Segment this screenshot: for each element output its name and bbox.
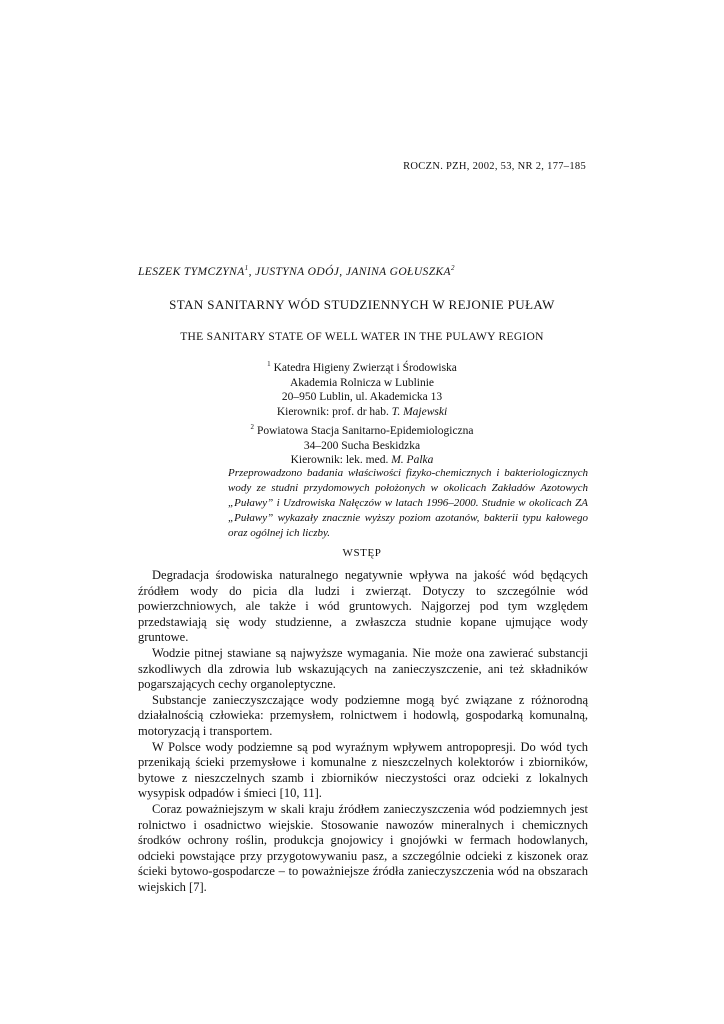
affiliation-1-address: 20–950 Lublin, ul. Akademicka 13	[281, 391, 443, 404]
affiliation-1-head-prefix: Kierownik: prof. dr hab.	[276, 406, 392, 419]
title-english: THE SANITARY STATE OF WELL WATER IN THE PULAWY REGION	[180, 331, 544, 343]
paragraph: W Polsce wody podziemne są pod wyraźnym wpływem antropopresji. Do wód tych przenikają ścieki przemysłowe i komunalne z nieszczelnych kolektorów i zbiorników, bytowe z nieszczelnych szamb i zbiorników nieczystości oraz odcieki z lokalnych wysypisk odpadów i śmieci [10, 11].	[138, 739, 588, 801]
affiliation-1-line-1	[0, 357, 724, 376]
affiliation-2-head-name: M. Palka	[391, 454, 434, 467]
affiliation-2-head-prefix: Kierownik: lek. med.	[290, 454, 392, 467]
affiliation-1-department: Katedra Higieny Zwierząt i Środowiska	[273, 361, 457, 374]
paragraph: Coraz poważniejszym w skali kraju źródłem zanieczyszczenia wód podziemnych jest rolnictwo i osadnictwo wiejskie. Stosowanie nawozów mineralnych i chemicznych środków ochrony roślin, produkcja gnojowicy i gnojówki w fermach hodowlanych, odcieki powstające przy przygotowywaniu pasz, a szczególnie odcieki z kiszonek oraz ścieki bytowo-gospodarcze – to poważniejsze źródła zanieczyszczenia wód na obszarach wiejskich [7].	[138, 801, 588, 894]
affiliation-1-head	[0, 405, 724, 420]
author-name: JANINA GOŁUSZKA	[345, 265, 451, 278]
author-list	[138, 264, 455, 278]
paragraph: Substancje zanieczyszczające wody podziemne mogą być związane z różnorodną działalnością człowieka: przemysłem, rolnictwem i hodowlą, gospodarką komunalną, motoryzacją i transportem.	[138, 692, 588, 738]
body-text	[138, 568, 588, 895]
affiliation-1-head-name: T. Majewski	[391, 406, 448, 419]
paragraph: Degradacja środowiska naturalnego negatywnie wpływa na jakość wód będących źródłem wody do picia dla ludzi i zwierząt. Dotyczy to szczególnie wód powierzchniowych, ale także i wód gruntowych. Najgorzej pod tym względem przedstawiają się wody studzienne, a zwłaszcza studnie kopane ujmujące wody gruntowe.	[138, 568, 588, 645]
affiliations	[0, 357, 724, 468]
author-name: JUSTYNA ODÓJ	[255, 265, 340, 278]
author-separator: ,	[339, 265, 346, 278]
section-heading: WSTĘP	[342, 547, 382, 559]
author-affiliation-mark: 2	[451, 264, 455, 272]
author-separator: ,	[248, 265, 256, 278]
paragraph: Wodzie pitnej stawiane są najwyższe wymagania. Nie może ona zawierać substancji szkodliwych dla zdrowia lub wskazujących na zanieczyszczenie, ani też składników pogarszających cechy organoleptyczne.	[138, 645, 588, 692]
affiliation-2-line-1	[0, 420, 724, 439]
affiliation-2-address: 34–200 Sucha Beskidzka	[303, 439, 421, 452]
journal-reference: ROCZN. PZH, 2002, 53, NR 2, 177–185	[403, 161, 586, 172]
affiliation-2-institution: Powiatowa Stacja Sanitarno-Epidemiologiczna	[256, 424, 474, 437]
title-polish: STAN SANITARNY WÓD STUDZIENNYCH W REJONIE PUŁAW	[169, 297, 555, 312]
affiliation-1-mark: 1	[267, 360, 271, 368]
affiliation-1-university: Akademia Rolnicza w Lublinie	[289, 376, 435, 389]
affiliation-2-mark: 2	[250, 423, 254, 432]
abstract: Przeprowadzono badania właściwości fizyko-chemicznych i bakteriologicznych wody ze studni przydomowych położonych w okolicach Zakładów Azotowych „Puławy” i Uzdrowiska Nałęczów w latach 1996–2000. Studnie w okolicach ZA „Puławy” wykazały znacznie wyższy poziom azotanów, bakterii typu kałowego oraz ogólnej ich liczby.	[228, 467, 588, 539]
author-affiliation-mark: 1	[244, 264, 249, 272]
author-name: LESZEK TYMCZYNA	[138, 265, 245, 278]
